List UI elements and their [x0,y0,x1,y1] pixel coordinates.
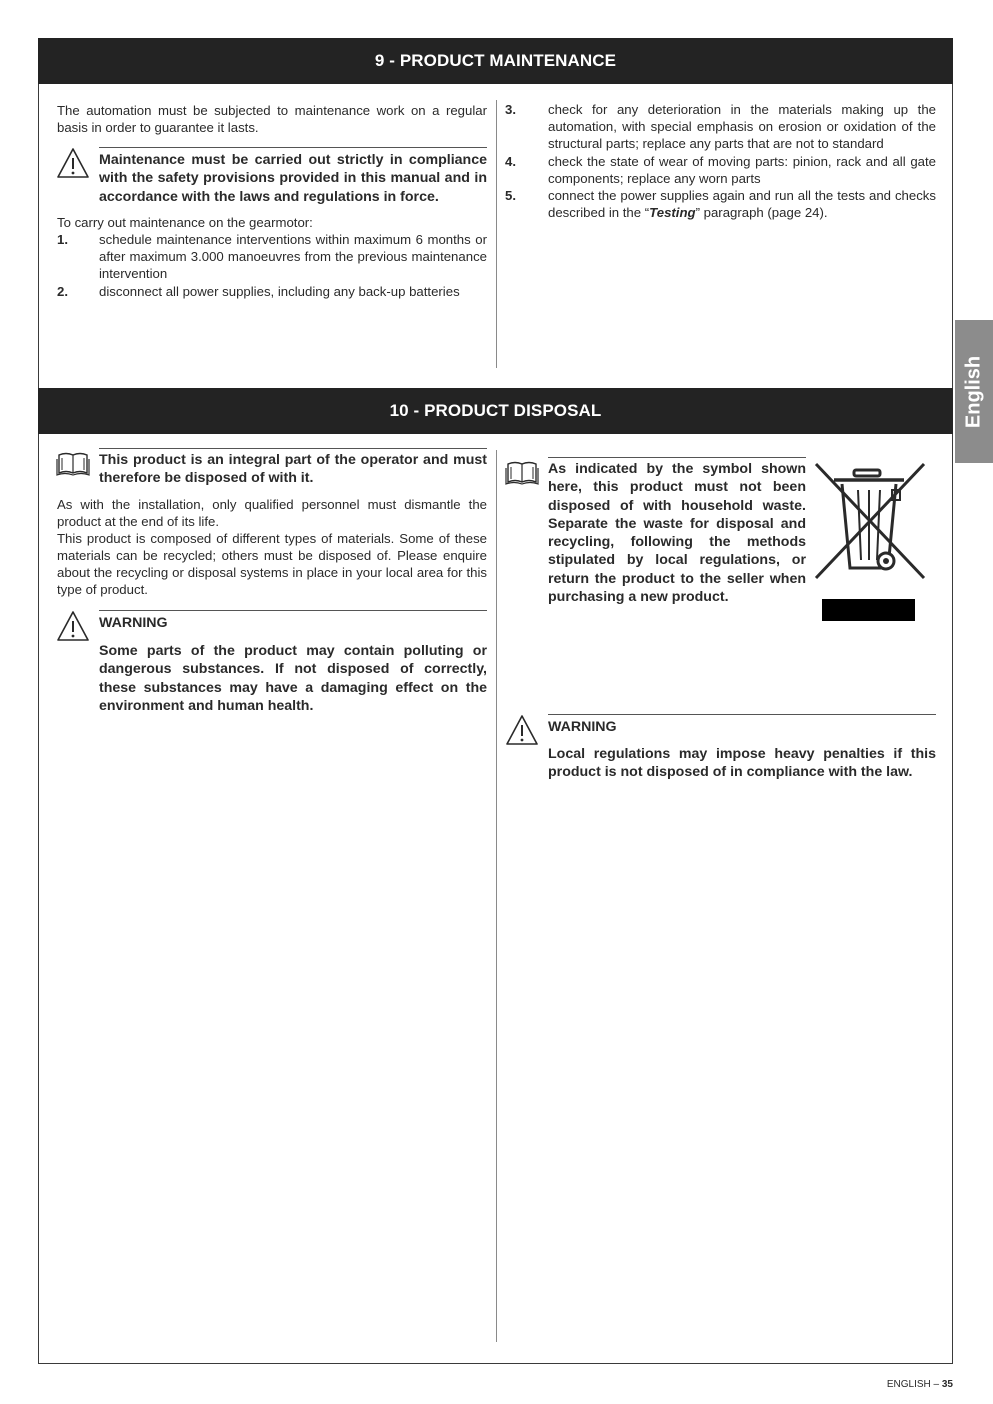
column-divider-top [496,100,497,368]
section-10-header [38,388,953,434]
step-item-1 [57,231,487,283]
step-number: 5. [505,188,516,203]
language-tab-label: English [962,355,985,428]
step-item-3 [505,101,936,153]
disposal-para-2: This product is composed of different types of materials. Some of these materials can be recycled; others must be disposed of. Please enquire about the recycling or disposal systems in place in your local area for this type of product. [57,531,487,597]
note-rule [99,448,487,449]
warning-title: WARNING [99,615,168,631]
maintenance-warning-text: Maintenance must be carried out strictly in compliance with the safety provisions provided in this manual and in accordance with the laws and regulations in force. [99,152,487,205]
warning-text: Local regulations may impose heavy penalties if this product is not disposed of in compliance with the law. [548,746,936,781]
weee-note-text: As indicated by the symbol shown here, this product must not been disposed of with household waste. Separate the waste for disposal and recycling, following the methods stipulated by local regulations, or return the product to the seller when purchasing a new product. [548,461,806,606]
testing-link-text: Testing [649,205,696,220]
warning-rule [99,147,487,148]
step-number: 2. [57,284,68,299]
step-text: schedule maintenance interventions within maximum 6 months or after maximum 3.000 manoeuvres from the previous maintenance intervention [99,232,487,281]
step-text: check for any deterioration in the materials making up the automation, with special emphasis on erosion or oxidation of the structural parts; replace any parts that are not to standard [548,102,936,151]
step-text: check the state of wear of moving parts: pinion, rack and all gate components; replace any worn parts [548,154,936,186]
disposal-para-1: As with the installation, only qualified personnel must dismantle the product at the end of its life. [57,497,487,529]
step-number: 1. [57,232,68,247]
section-9-title: 9 - PRODUCT MAINTENANCE [374,51,617,70]
language-side-tab [955,320,993,463]
warning-text: Some parts of the product may contain polluting or dangerous substances. If not disposed of correctly, these substances may have a damaging effect on the environment and human health. [99,643,487,714]
step-number: 4. [505,154,516,169]
page-number: 35 [941,1379,953,1390]
disposal-note-text: This product is an integral part of the operator and must therefore be disposed of with it. [99,452,487,487]
page-footer [887,1379,953,1390]
step-text: connect the power supplies again and run all the tests and checks described in the “Testing” paragraph (page 24). [548,188,936,220]
warning-triangle-icon [56,610,90,642]
manual-book-icon [56,451,90,477]
footer-label: ENGLISH – [886,1379,942,1390]
weee-black-bar [822,599,915,621]
steps-intro: To carry out maintenance on the gearmotor: [57,215,313,230]
note-rule [548,457,806,458]
step-item-2 [57,283,487,300]
warning-triangle-icon [56,147,90,179]
warning-triangle-icon [505,714,539,746]
warning-rule [99,610,487,611]
step-number: 3. [505,102,516,117]
step-item-4 [505,153,936,187]
maintenance-intro: The automation must be subjected to maintenance work on a regular basis in order to guarantee it lasts. [57,103,487,135]
column-divider-bottom [496,450,497,1342]
step-item-5 [505,187,936,221]
section-9-header [38,38,953,84]
manual-book-icon [505,460,539,486]
step-text: disconnect all power supplies, including any back-up batteries [99,284,460,299]
warning-rule [548,714,936,715]
section-10-title: 10 - PRODUCT DISPOSAL [389,401,602,420]
warning-title: WARNING [548,719,617,735]
crossed-bin-icon [812,460,927,590]
